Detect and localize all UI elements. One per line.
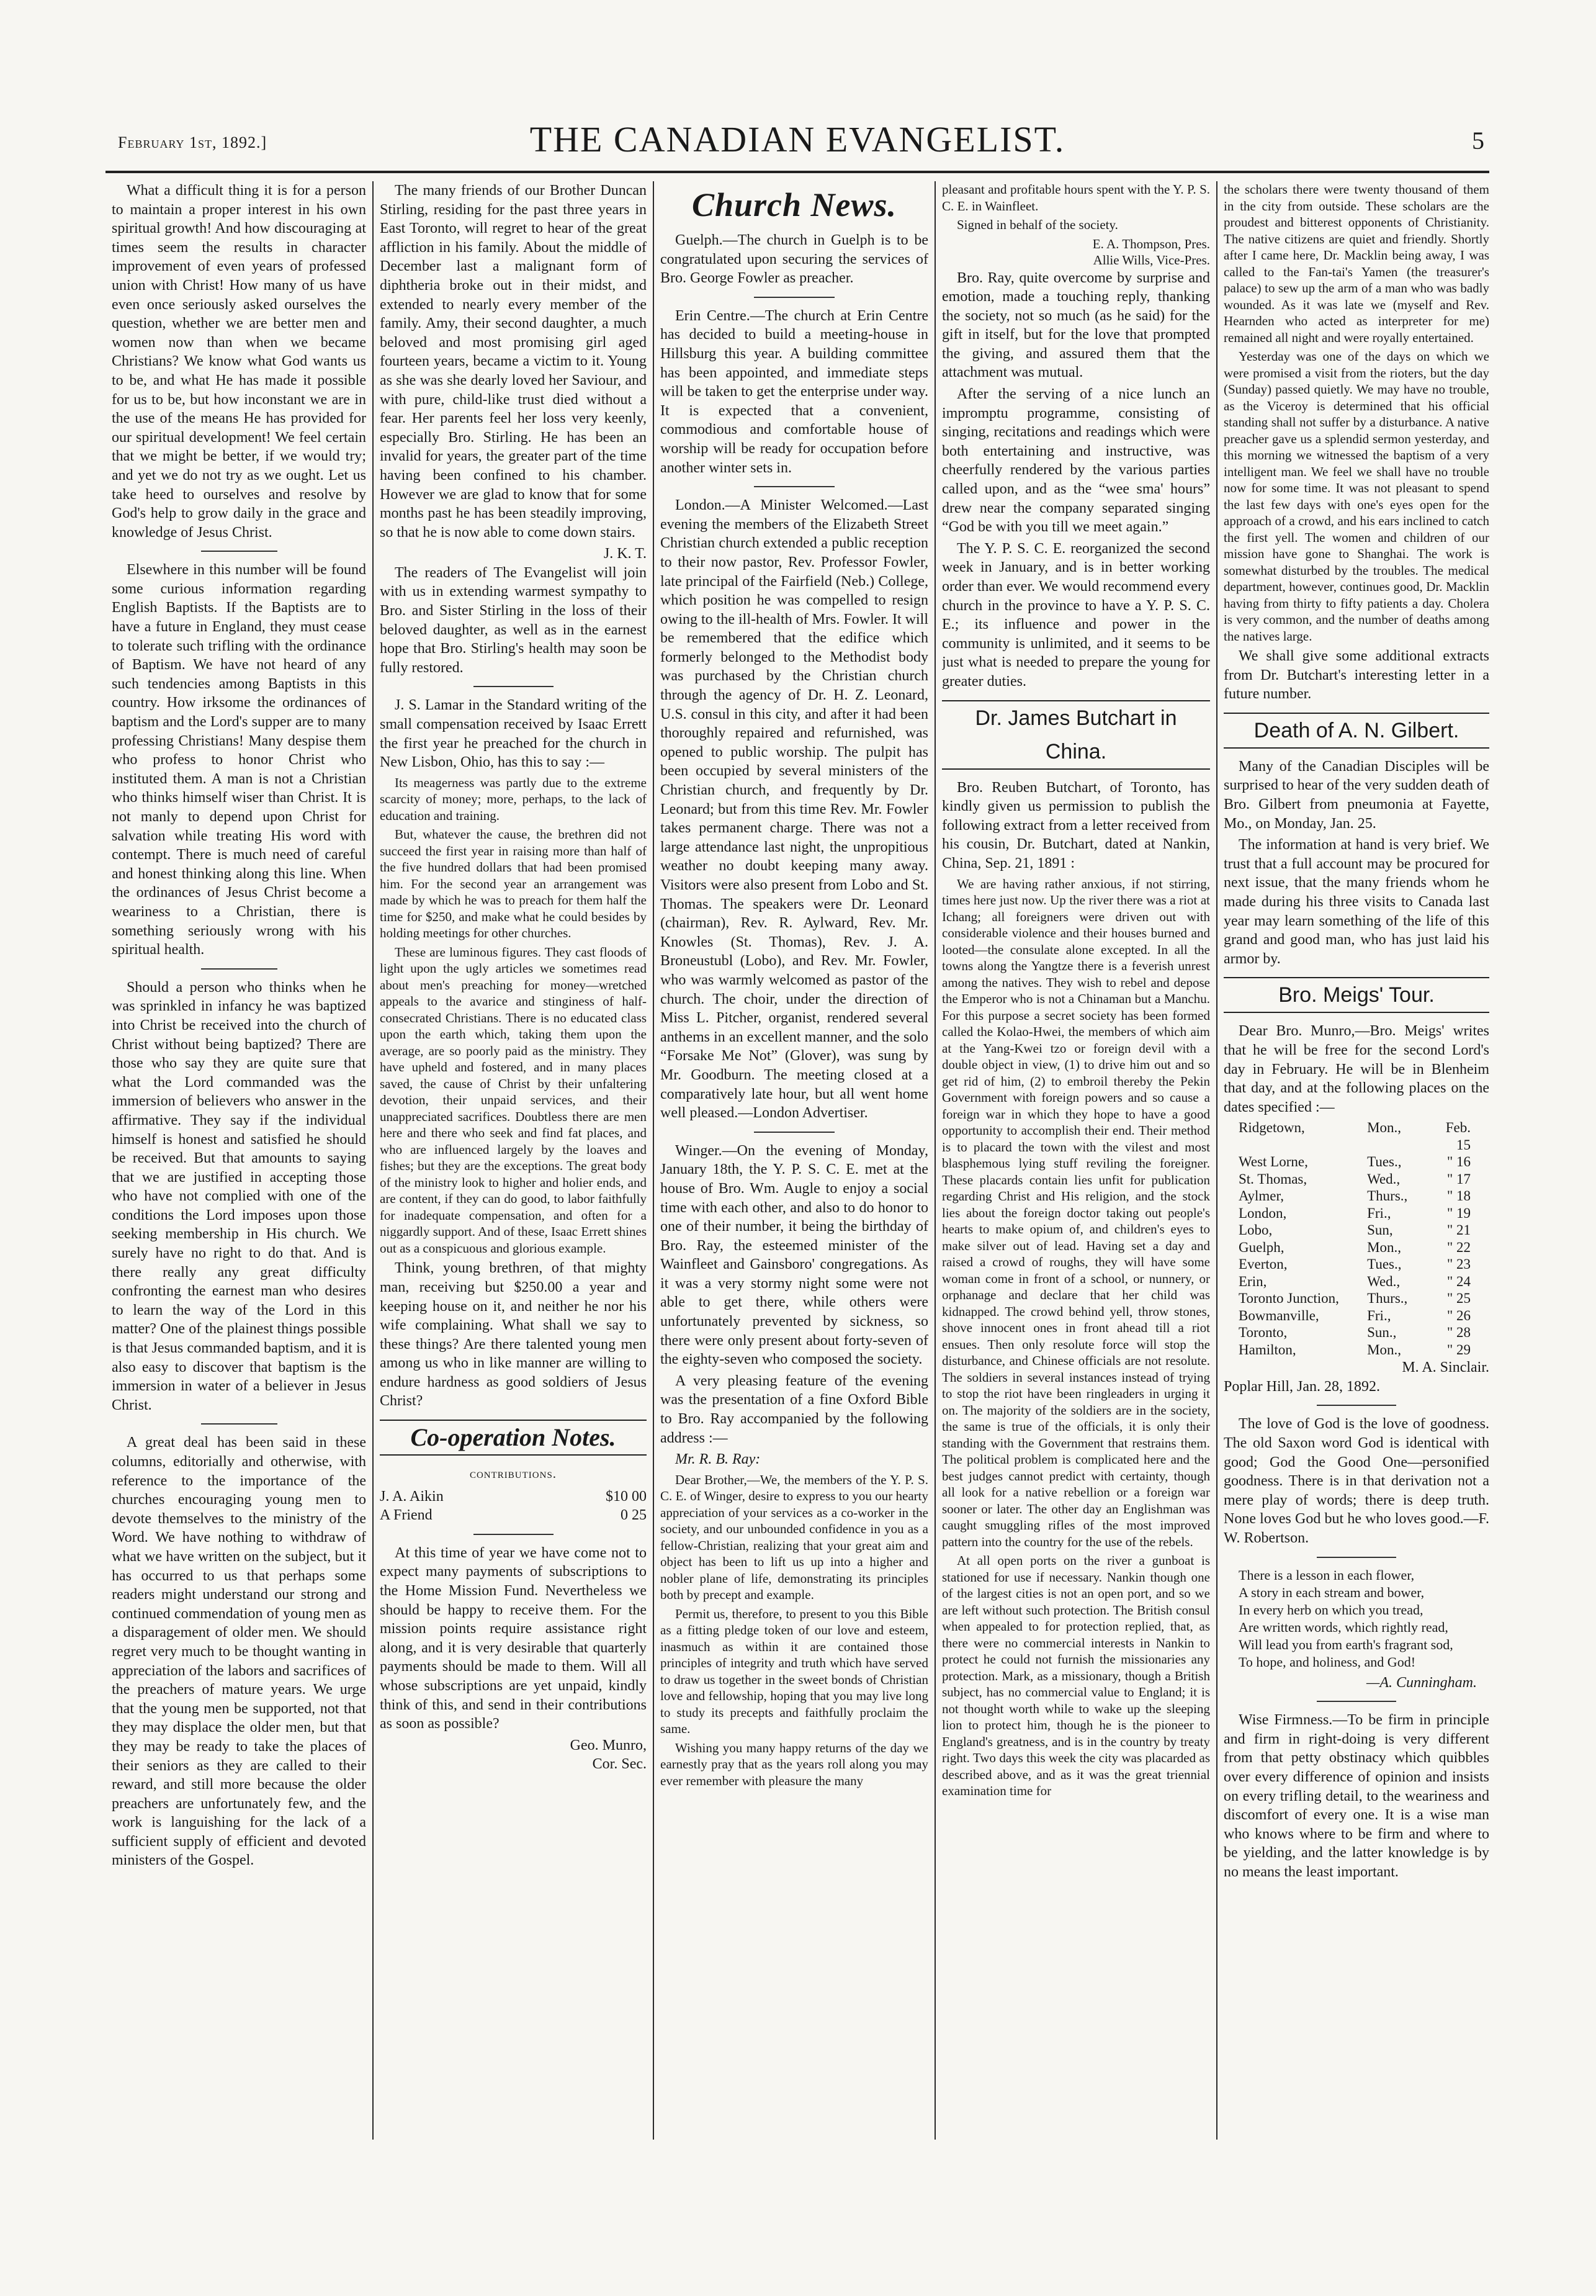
contributor-name: A Friend [380,1507,433,1524]
poem-line: In every herb on which you tread, [1239,1601,1423,1618]
separator [1317,1701,1396,1702]
schedule-date: Feb. 15 [1445,1120,1471,1153]
schedule-place: West Lorne, [1239,1154,1308,1170]
butchart-letter-1: We are having rather anxious, if not stirring, times here just now. Up the river there was a riot at Ichang; all foreigners were driven out with considerable violence and their houses burned and looted—the consulate alone excepted. In all the towns along the Yangtze there is a feverish unrest among the natives. They wish to rebel and depose the Emperor who is not a Chinaman but a Manchu. For this purpose a secret society has been formed called the Kolao-Hwei, the members of which aim at the Yang-Kwei tzo or foreign devil with a double object in view, (1) to drive him out and so get rid of him, (2) to embroil thereby the Pekin Government with foreign powers and so cause a foreign war in which they hope to have a good opportunity to accomplish their end. Their method is to placard the town with the vilest and most blasphemous lying stuff reviling the foreigner. These placards contain lies unfit for publication regarding Christ and His religion, and the stock lies about the foreign doctor taking out people's hearts to make opium of, and children's eyes to make silver out of lead. Having set a day and raised a crowd of roughs, they will have some woman come in front of a school, or nunnery, or orphanage and declare that her child was kidnapped. The crowd behind yell, throw stones, shove innocent ones in front ahead till a riot ensues. Then only resolute force will stop the disturbance, and Chinese officials are not resolute. The soldiers in several instances instead of trying to stop the riot have been ringleaders in urging it on. The majority of the soldiers are in the society, the same is true of the officials, it is only their standing with the Government that restrains them. The political problem is complicated here and the best judges cannot predict with certainty, though all look for a native rebellion or a foreign war sooner or later. The other day an Englishman was caught smuggling rifles of the most improved pattern into the country for the use of the rebels. [942,876,1210,1549]
schedule-day: Mon., [1367,1239,1402,1255]
schedule-place: Bowmanville, [1239,1307,1319,1323]
news-winger-presentation: A very pleasing feature of the evening was the presentation of a fine Oxford Bible to Bro. Ray accompanied by the following address :— [660,1372,928,1446]
schedule-row [1224,1341,1489,1359]
schedule-date: " 18 [1446,1188,1471,1204]
schedule-day: Tues., [1367,1256,1402,1272]
schedule-row [1224,1119,1489,1153]
schedule-place: Toronto Junction, [1239,1290,1339,1307]
schedule-date: " 22 [1446,1239,1471,1255]
butchart-letter-3: the scholars there were twenty thousand of them in the city from outside. These scholars are the proudest and bitterest opponents of Christianity. The native citizens are quiet and friendly. Shortly after I came here, Dr. Macklin being away, I was called to the Fan-tai's Yamen (the treasurer's palace) to sew up the arm of a man who was badly wounded. As it was late we (myself and Rev. Hearnden who acted as interpreter for me) remained all night and were royally entertained. [1224,182,1489,345]
column-rule [372,181,374,2140]
lamar-intro: J. S. Lamar in the Standard writing of the small compensation received by Isaac Errett the first year he preached for the church in New Lisbon, Ohio, has this to say :— [380,697,647,771]
young-brethren: Think, young brethren, of that mighty man, receiving but $250.00 a year and keeping house on it, and neither he nor his wife complaining. What shall we say to these things? Are there talented young men among us who in like manner are willing to endure hardness as good soldiers of Jesus Christ? [380,1260,647,1410]
love-of-god: The love of God is the love of goodness. The old Saxon word God is identical with good; God the Good One—personified goodness. There is in that derivation not a mere play of words; there is deep truth. None loves God but he who loves good.—F. W. Robertson. [1224,1416,1489,1547]
separator [201,1423,277,1425]
schedule-day: Thurs., [1367,1188,1408,1204]
schedule-day: Sun, [1367,1222,1393,1238]
poem-line: A story in each stream and bower, [1239,1584,1425,1600]
column-rule [935,181,936,2140]
signature-sinclair: M. A. Sinclair. [1402,1359,1489,1376]
schedule-place: London, [1239,1205,1287,1221]
schedule-date: " 23 [1446,1256,1471,1272]
poem [1224,1567,1489,1671]
schedule-date: " 17 [1446,1171,1471,1187]
separator [1317,1405,1396,1406]
schedule-row [1224,1256,1489,1273]
separator [473,1534,554,1535]
schedule-date: " 25 [1446,1290,1471,1307]
separator [754,486,835,487]
cooperation-notes-heading: Co-operation Notes. [380,1420,647,1456]
poem-line: To hope, and holiness, and God! [1239,1654,1416,1670]
schedule-place: Erin, [1239,1273,1267,1289]
issue-date: February 1st, 1892.] [118,133,267,151]
separator [201,968,277,970]
schedule-row [1224,1324,1489,1341]
lamar-quote-3: These are luminous figures. They cast floods of light upon the ugly articles we sometimes read about men's preaching for money—wretched appeals to the avarice and stinginess of half-consecrated Christians. There is no educated class upon the earth which, taking them upon the average, are so poorly paid as the ministry. They have upheld and fostered, and in many places saved, the cause of Christ by their unfaltering devotion, their unpaid services, and their unappreciated sacrifices. Doubtless there are men here and there who seek and find fat places, and who are influenced largely by the loaves and fishes; but they are the exceptions. The great body of the ministry look to higher and holier ends, and are content, if they can do good, to labor faithfully for inadequate compensation, and often for a niggardly support. And of these, Isaac Errett shines out as a conspicuous and glorious example. [380,944,647,1256]
signature-vice-president: Allie Wills, Vice-Pres. [1093,253,1210,268]
schedule-row [1224,1205,1489,1222]
schedule-row [1224,1290,1489,1307]
address-salutation: Mr. R. B. Ray: [675,1451,761,1468]
letter-place-date: Poplar Hill, Jan. 28, 1892. [1224,1378,1380,1395]
schedule-row [1224,1171,1489,1188]
column-2 [380,181,647,2140]
column-5 [1224,181,1489,2140]
contributor-name: J. A. Aikin [380,1488,444,1505]
editorial-infant-sprinkling: Should a person who thinks when he was sprinkled in infancy he was baptized into Christ be received into the church of Christ without being baptized? There are those who say they are quite sure that what the Lord commanded was the immersion of believers who answer in the affirmative. They say if the individual himself is honest and satisfied he should be received. But that amounts to saying that we are justified in accepting those who have not complied with one of the conditions the Lord imposes upon those seeking membership in His church. We surely have no right to do that. And is there really any great difficulty confronting the earnest man who desires to learn the way of the Lord in this matter? One of the plainest things possible is that Jesus commanded baptism, and it is also easy to discover that baptism is the immersion in water of a believer in Jesus Christ. [112,979,366,1413]
butchart-intro: Bro. Reuben Butchart, of Toronto, has kindly given us permission to publish the following extract from a letter received from his cousin, Dr. Butchart, dated at Nankin, China, Sep. 21, 1891 : [942,779,1210,871]
news-winger: Winger.—On the evening of Monday, January 18th, the Y. P. S. C. E. met at the house of Bro. Wm. Augle to enjoy a social time with each other, and also to do honor to one of their number, it being the birthday of Bro. Ray, the esteemed minister of the Wainfleet and Gainsboro' congregations. As it was a very stormy night some were not able to get there, while others were unfortunately prevented by sickness, so there were only present about forty-seven of the eighty-seven who composed the society. [660,1142,928,1368]
schedule-day: Sun., [1367,1325,1397,1341]
schedule-day: Wed., [1367,1171,1401,1187]
schedule-day: Fri., [1367,1307,1391,1323]
schedule-place: Hamilton, [1239,1341,1296,1357]
schedule-place: Ridgetown, [1239,1120,1305,1136]
separator [473,686,554,687]
signature-jkt: J. K. T. [603,546,647,562]
editorial-spiritual-growth: What a difficult thing it is for a person to maintain a proper interest in his own spiritual growth! And how discouraging at times seem the results in character improvement of even years of professed union with Christ! How many of us have even once seriously asked ourselves the question, whether we are better men and women now than when we became Christians? We know what God wants us to be, and what He has made it possible for us to be, but how inconstant we are in the use of the means He has provided for our spiritual development! We feel certain that we might be better, if we would try; and yet we do not try as we ought. Let us take heed to ourselves and resolve by God's help to grow daily in the grace and knowledge of Jesus Christ. [112,182,366,541]
home-mission-appeal: At this time of year we have come not to expect many payments of subscriptions to the Home Mission Fund. Nevertheless we should be happy to receive them. For the mission points require assistance right along, and it is very desirable that quarterly payments should be made to them. Will all whose subscriptions are yet unpaid, kindly think of this, and send in their contributions as soon as possible? [380,1544,647,1732]
news-erin-centre: Erin Centre.—The church at Erin Centre has decided to build a meeting-house in Hillsburg this year. A building committee has been appointed, and immediate steps will be taken to get the enterprise under way. It is expected that a convenient, commodious and comfortable house of worship will be ready for occupation before another winter sets in. [660,307,928,476]
poem-author: —A. Cunningham. [1366,1674,1477,1691]
separator [201,551,277,552]
news-guelph: Guelph.—The church in Guelph is to be congratulated upon securing the services of Bro. George Fowler as preacher. [660,232,928,287]
schedule-day: Thurs., [1367,1290,1408,1307]
butchart-letter-2: At all open ports on the river a gunboat is stationed for use if necessary. Nankin though one of the largest cities is not an open port, and so we are left without such protection. The British consul when appealed to for protection replied, that, as there were no commercial interests in Nankin to protect he could not furnish the missionaries any protection. Mark, as a missionary, though a British subject, has no commercial value to England; it is not thought worth while to wake up the sleeping lion to protect him, though he is the pioneer to England's greatness, and is in the country by treaty right. Two days this week the city was placarded as described above, and as it was the great triennial examination time for [942,1553,1210,1799]
ypsce-reorganized: The Y. P. S. C. E. reorganized the second week in January, and is in better working order than ever. We would recommend every church in the province to have a Y. P. S. C. E.; its influence and power in the community is unlimited, and it seems to be just what is needed to prepare the young for greater duties. [942,540,1210,690]
schedule-row [1224,1153,1489,1171]
gilbert-death: Many of the Canadian Disciples will be surprised to hear of the very sudden death of Bro. Gilbert from pneumonia at Fayette, Mo., on Monday, Jan. 25. [1224,758,1489,832]
schedule-place: St. Thomas, [1239,1171,1307,1187]
separator [754,1132,835,1133]
address-letter-3: Wishing you many happy returns of the day we earnestly pray that as the years roll along you may ever remember with pleasure the many [660,1740,928,1788]
column-3 [660,181,928,2140]
schedule-place: Aylmer, [1239,1188,1284,1204]
signature-president: E. A. Thompson, Pres. [1092,236,1210,251]
ray-reply: Bro. Ray, quite overcome by surprise and emotion, made a touching reply, thanking the society, not so much (as he said) for the gift in itself, but for the love that prompted the giving, and assured them that the attachment was mutual. [942,269,1210,381]
page-number: 5 [1472,127,1484,155]
address-letter-end: pleasant and profitable hours spent with the Y. P. S. C. E. in Wainfleet. [942,182,1210,214]
schedule-row [1224,1307,1489,1325]
church-news-heading: Church News. [691,186,897,223]
schedule-day: Mon., [1367,1120,1402,1136]
column-1 [112,181,366,2140]
column-4 [942,181,1210,2140]
contribution-row [380,1506,647,1525]
newspaper-title: THE CANADIAN EVANGELIST. [529,119,1065,160]
gilbert-heading: Death of A. N. Gilbert. [1224,713,1489,749]
masthead-rule [105,171,1489,173]
butchart-letter-4: Yesterday was one of the days on which we were promised a visit from the rioters, but the day (Sunday) passed quietly. We may have no trouble, as the Viceroy is determined that his official standing shall not suffer by a disturbance. A native preacher gave us a splendid sermon yesterday, and this morning we witnessed the baptism of a very intelligent man. We feel we shall have no trouble now for some time. It was not pleasant to spend the last few days with one's eyes open for the approach of a crowd, and his ears inclined to catch the first yell. The women and children of our mission have gone to Shanghai. The work is somewhat disturbed by the troubles. The medical department, however, continues good, Dr. Macklin having from thirty to fifty patients a day. Cholera is very common, and the number of deaths among the natives large. [1224,349,1489,644]
address-letter-1: Dear Brother,—We, the members of the Y. P. S. C. E. of Winger, desire to express to you our hearty appreciation of your services as a co-worker in the society, and our unbounded confidence in you as a fellow-Christian, realizing that your great aim and object has been to lift us up into a higher and nobler plane of life, demonstrating its principles both by precept and example. [660,1472,928,1603]
schedule-date: " 26 [1446,1307,1471,1323]
schedule-date: " 21 [1446,1222,1471,1238]
masthead [105,115,1489,158]
schedule-day: Wed., [1367,1273,1401,1289]
butchart-closing-note: We shall give some additional extracts from Dr. Butchart's interesting letter in a future number. [1224,648,1489,703]
tour-schedule [1224,1119,1489,1358]
lamar-quote-2: But, whatever the cause, the brethren did not succeed the first year in raising more than half of the five hundred dollars that had been promised him. For the second year an arrangement was made by which he was to preach for them half the time for $250, and make what he could besides by holding meetings for other churches. [380,827,647,941]
address-letter-2: Permit us, therefore, to present to you this Bible as a fitting pledge token of our love and esteem, inasmuch as within it are contained those principles of integrity and truth which have served to draw us together in the sweet bonds of Christian love and fellowship, hoping that you may live long to study its precepts and faithfully proclaim the same. [660,1606,928,1737]
contribution-amount: 0 25 [621,1507,647,1524]
signature-title: Cor. Sec. [592,1756,647,1773]
contribution-row [380,1487,647,1506]
meigs-letter: Dear Bro. Munro,—Bro. Meigs' writes that he will be free for the second Lord's day in February. He will be in Blenheim that day, and at the following places on the dates specified :— [1224,1023,1489,1115]
butchart-heading: Dr. James Butchart in China. [942,700,1210,770]
schedule-date: " 28 [1446,1325,1471,1341]
separator [1317,1557,1396,1558]
news-london: London.—A Minister Welcomed.—Last evening the members of the Elizabeth Street Christian church extended a public reception to their now pastor, Rev. Professor Fowler, late principal of the Fairfield (Neb.) College, which position he was compelled to resign owing to the ill-health of Mrs. Fowler. It will be remembered that the edifice which formerly belonged to the Methodist body was purchased by the Christian church through the agency of Dr. H. Z. Leonard, U.S. consul in this city, and after it had been thoroughly repaired and refurnished, was opened to public worship. The pulpit has been occupied by several ministers of the Christian church, and frequently by Dr. Leonard; but from this time Rev. Mr. Fowler takes permanent charge. There was not a large attendance last night, the unpropitious weather no doubt keeping many away. Visitors were also present from Lobo and St. Thomas. The speakers were Dr. Leonard (chairman), Rev. R. Aylward, Rev. Mr. Knowles (St. Thomas), Rev. J. A. Broneustubl (Lobo), and Rev. Mr. Fowler, who was warmly welcomed as pastor of the church. The choir, under the direction of Miss L. Pitcher, organist, rendered several anthems in an excellent manner, and the solo “Forsake Me Not” (Glover), was sung by Mr. Goodburn. The meeting closed at a comparatively late hour, but all went home well pleased.—London Advertiser. [660,497,928,1122]
schedule-place: Toronto, [1239,1325,1288,1341]
schedule-row [1224,1273,1489,1290]
wise-firmness: Wise Firmness.—To be firm in principle and firm in right-doing is very different from that petty obstinacy which quibbles over every difference of opinion and insists on every trifling detail, to the weariness and discomfort of every one. It is a wise man who knows where to be firm and where to be yielding, and the latter knowledge is by no means the least important. [1224,1712,1489,1880]
schedule-day: Fri., [1367,1205,1391,1221]
schedule-row [1224,1187,1489,1205]
contributions-label: contributions. [469,1466,557,1482]
gilbert-information: The information at hand is very brief. We trust that a full account may be procured for next issue, that the many friends whom he made during his three visits to Canada last year may learn something of the life of this grand and good man, who has just laid his armor by. [1224,837,1489,967]
poem-line: Are written words, which rightly read, [1239,1619,1448,1635]
schedule-row [1224,1222,1489,1239]
schedule-day: Tues., [1367,1154,1402,1170]
schedule-place: Everton, [1239,1256,1288,1272]
lamar-quote-1: Its meagerness was partly due to the extreme scarcity of money; more, perhaps, to the lack of education and training. [380,775,647,823]
schedule-date: " 19 [1446,1205,1471,1221]
schedule-place: Lobo, [1239,1222,1273,1238]
schedule-date: " 24 [1446,1273,1471,1289]
stirling-affliction: The many friends of our Brother Duncan Stirling, residing for the past three years in East Toronto, will regret to hear of the great affliction in his family. About the middle of December last a malignant form of diphtheria broke out in their midst, and extended to nearly every member of the family. Amy, their second daughter, a much beloved and most promising girl aged fourteen years, became a victim to it. Young as she was she dearly loved her Saviour, and with pure, child-like trust died without a fear. Her parents feel her loss very keenly, especially Bro. Stirling. He has been an invalid for years, the greater part of the time having been confined to his chamber. However we are glad to know that for some months past he has been steadily improving, so that he is now able to come down stairs. [380,182,647,541]
poem-line: There is a lesson in each flower, [1239,1567,1415,1583]
schedule-row [1224,1239,1489,1256]
column-rule [1216,181,1217,2140]
contribution-amount: $10 00 [606,1488,647,1505]
column-rule [653,181,654,2140]
address-signed: Signed in behalf of the society. [957,217,1118,232]
poem-line: Will lead you from earth's fragrant sod, [1239,1636,1453,1652]
separator [754,297,835,298]
schedule-place: Guelph, [1239,1239,1284,1255]
editorial-baptists: Elsewhere in this number will be found some curious information regarding English Baptists. If the Baptists are to have a future in England, they must cease to tolerate such trifling with the ordinance of Baptism. We have not heard of any such tendencies among Baptists in this country. How irksome the ordinances of baptism and the Lord's supper are to many professing Christians! Many despise them who profess to honor Christ who instituted them. A man is not a Christian who thinks himself wiser than Christ. It is not manly to depend upon Christ for salvation while treating His word with contempt. There is much need of careful and honest thinking along this line. When the ordinances of Jesus Christ become a weariness to a Christian, there is something seriously wrong with his spiritual health. [112,562,366,958]
schedule-day: Mon., [1367,1341,1402,1357]
schedule-date: " 16 [1446,1154,1471,1170]
editorial-young-men: A great deal has been said in these columns, editorially and otherwise, with reference to the importance of the churches encouraging young men to devote themselves to the ministry of the Word. We have nothing to withdraw of what we have written on the subject, but it has occurred to us that perhaps some readers might understand our strong and continued commendation of young men as a disparagement of older men. We should regret very much to be thought wanting in appreciation of the labors and sacrifices of the preachers of mature years. We urge that the young men be supported, not that they may displace the older men, but that they may be ready to take the places of their seniors as they are called to their reward, and still more because the older preachers are unfortunately few, and the work is languishing for the lack of a sufficient supply of efficient and devoted ministers of the Gospel. [112,1434,366,1869]
stirling-sympathy: The readers of The Evangelist will join with us in extending warmest sympathy to Bro. and Sister Stirling in the loss of their beloved daughter, as well as in the earnest hope that Bro. Stirling's health may soon be fully restored. [380,564,647,676]
meigs-tour-heading: Bro. Meigs' Tour. [1224,977,1489,1013]
winger-programme: After the serving of a nice lunch an impromptu programme, consisting of singing, recitations and readings which were both entertaining and instructive, was cheerfully rendered by the various parties called upon, and as the “wee sma' hours” drew near the company separated singing “God be with you till we meet again.” [942,386,1210,536]
signature-munro: Geo. Munro, [570,1737,647,1754]
schedule-date: " 29 [1446,1341,1471,1357]
